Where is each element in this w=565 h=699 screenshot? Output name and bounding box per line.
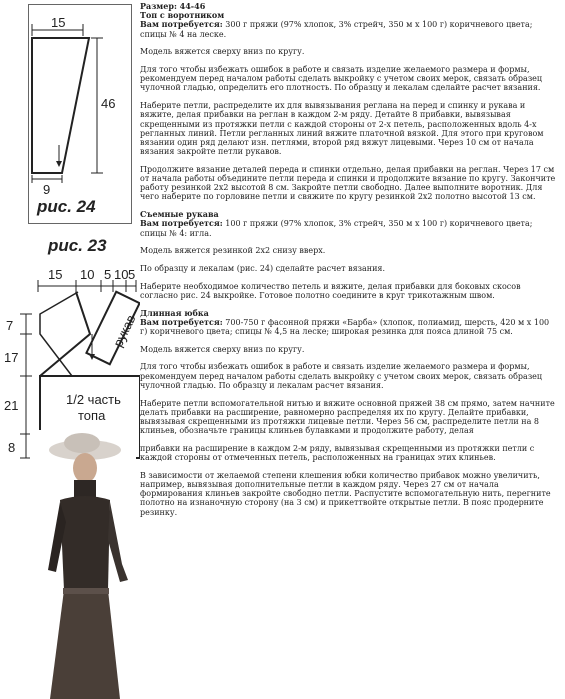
fig23-dim-top-2: 10 xyxy=(80,267,95,282)
sleeves-heading: Съемные рукава xyxy=(140,209,219,220)
skirt-materials xyxy=(140,318,556,336)
instructions-text xyxy=(140,2,556,525)
paragraph: Модель вяжется сверху вниз по кругу. xyxy=(140,344,305,354)
paragraph: Для того чтобы избежать ошибок в работе и связать изделие желаемого размера и формы, рекомендуем перед началом работы сделать выкройку с учетом своих мерок, связать образец чулочной гладью. По образцу и лекалам расчет вязания. xyxy=(140,362,543,390)
fig24-caption: рис. 24 xyxy=(37,197,96,216)
sleeves-materials-label: Вам потребуется: xyxy=(140,218,223,229)
paragraph: Для того чтобы избежать ошибок в работе и связать изделие желаемого размера и формы, рекомендуем перед началом работы сделать выкройку с учетом своих мерок, связать образец чулочной гладью, определить его плотность. По образцу и лекалам сделайте расчет вязания. xyxy=(140,65,543,93)
sleeves-materials xyxy=(140,219,556,237)
fig23-body-label-1: 1/2 часть xyxy=(66,392,121,407)
paragraph: В зависимости от желаемой степени клешения юбки количество прибавок можно увеличить, например, вывязывая дополнительные петли в каждом ряду. Через 27 см от начала формирования клиньев закройте свободно петли. Распустите вспомогательную нить, перегните полотно на изнаночную сторону (на 3 см) и прикеттвойте открытые петли. В пояс продерните резинку. xyxy=(140,470,551,517)
fig23-dim-top-4: 10 xyxy=(114,267,129,282)
fig23-dim-left-3: 21 xyxy=(4,398,19,413)
paragraph: Модель вяжется резинкой 2x2 снизу вверх. xyxy=(140,246,326,256)
paragraph: Продолжите вязание деталей переда и спинки отдельно, делая прибавки на реглан. Через 17 см от начала работы объедините петли переда и спинки и продолжите вязание по кругу. Закончите работу резинкой 2x2 высотой 8 см. Закройте петли свободно. Далее выполните воротник. Для чего наберите по горловине петли и свяжите по кругу резинкой 2x2 полотно высотой 13 см. xyxy=(140,164,556,202)
fig23-dim-left-1: 7 xyxy=(6,318,14,333)
paragraph: Наберите петли вспомогательной нитью и вяжите основной пряжей 38 см прямо, затем начните делать прибавки на расширение, равномерно распределяя их по кругу. Делайте прибавки, вывязывая скрещенными из протяжки лицевые петли. Через 56 см, распределите петли на 8 клиньев, обозначьте границы клиньев булавками и продолжите работу, делая xyxy=(140,398,555,436)
fig23-dim-left-2: 17 xyxy=(4,350,19,365)
paragraph: Наберите необходимое количество петель и вяжите, делая прибавки для боковых скосов согласно рис. 24 выкройке. Готовое полотно соедините в круг трикотажным швом. xyxy=(140,281,521,300)
fig24-dim-height: 46 xyxy=(101,96,116,111)
sleeve-pattern-figure xyxy=(28,4,132,224)
skirt-materials-label: Вам потребуется: xyxy=(140,316,223,327)
paragraph: Наберите петли, распределите их для вывязывания реглана на перед и спинку и рукава и вяжите, делая прибавки на реглан в каждом 2-м ряду. Детайте 8 прибавки, вывязывая скрещенными из протяжки петли с каждой стороны от 2-х петель, расположенных вдоль 4-х регланных линий. Петли регланных линий вяжите платочной вязкой. Для этого при круговом вязании один ряд делают изн. петлями, второй ряд вяжут лицевыми. Через 10 см от начала вязания закройте петли рукавов. xyxy=(140,101,544,157)
fig23-dim-left-4: 8 xyxy=(8,440,16,455)
sleeves-materials-text: 100 г пряжи (97% хлопок, 3% стрейч, 350 м х 100 г) коричневого цвета; спицы № 4: игла. xyxy=(140,219,533,238)
fig23-dim-top-1: 15 xyxy=(48,267,63,282)
size-heading: Размер: 44-46 xyxy=(140,1,206,11)
top-materials xyxy=(140,20,556,38)
skirt-materials-text: 700-750 г фасонной пряжи «Барба» (хлопок, полиамид, шерсть, 420 м х 100 г) коричневого цвета; спицы № 4,5 на леске; широкая резинка для пояса длиной 75 см. xyxy=(140,317,550,336)
top-heading: Топ с воротником xyxy=(140,10,225,21)
skirt-heading: Длинная юбка xyxy=(140,307,209,318)
paragraph: По образцу и лекалам (рис. 24) сделайте расчет вязания. xyxy=(140,263,386,273)
top-materials-label: Вам потребуется: xyxy=(140,19,223,30)
fig24-dim-top: 15 xyxy=(51,15,66,30)
paragraph: прибавки на расширение в каждом 2-м ряду, вывязывая скрещенными из протяжки петли с каждой стороны от отмеченных петель, расположенных на границах этих клиньев. xyxy=(140,443,535,463)
fig23-dim-top-5: 5 xyxy=(128,267,136,282)
fig24-dim-bottom: 9 xyxy=(43,182,51,197)
top-materials-text: 300 г пряжи (97% хлопок, 3% стрейч, 350 м х 100 г) коричневого цвета; спицы № 4 на леске. xyxy=(140,20,533,39)
fig23-dim-top-3: 5 xyxy=(104,267,112,282)
model-photo xyxy=(30,430,136,699)
fig23-caption: рис. 23 xyxy=(48,236,107,255)
paragraph: Модель вяжется сверху вниз по кругу. xyxy=(140,47,305,57)
fig23-body-label-2: топа xyxy=(78,408,106,423)
fig23-sleeve-label: рукав xyxy=(110,312,139,350)
